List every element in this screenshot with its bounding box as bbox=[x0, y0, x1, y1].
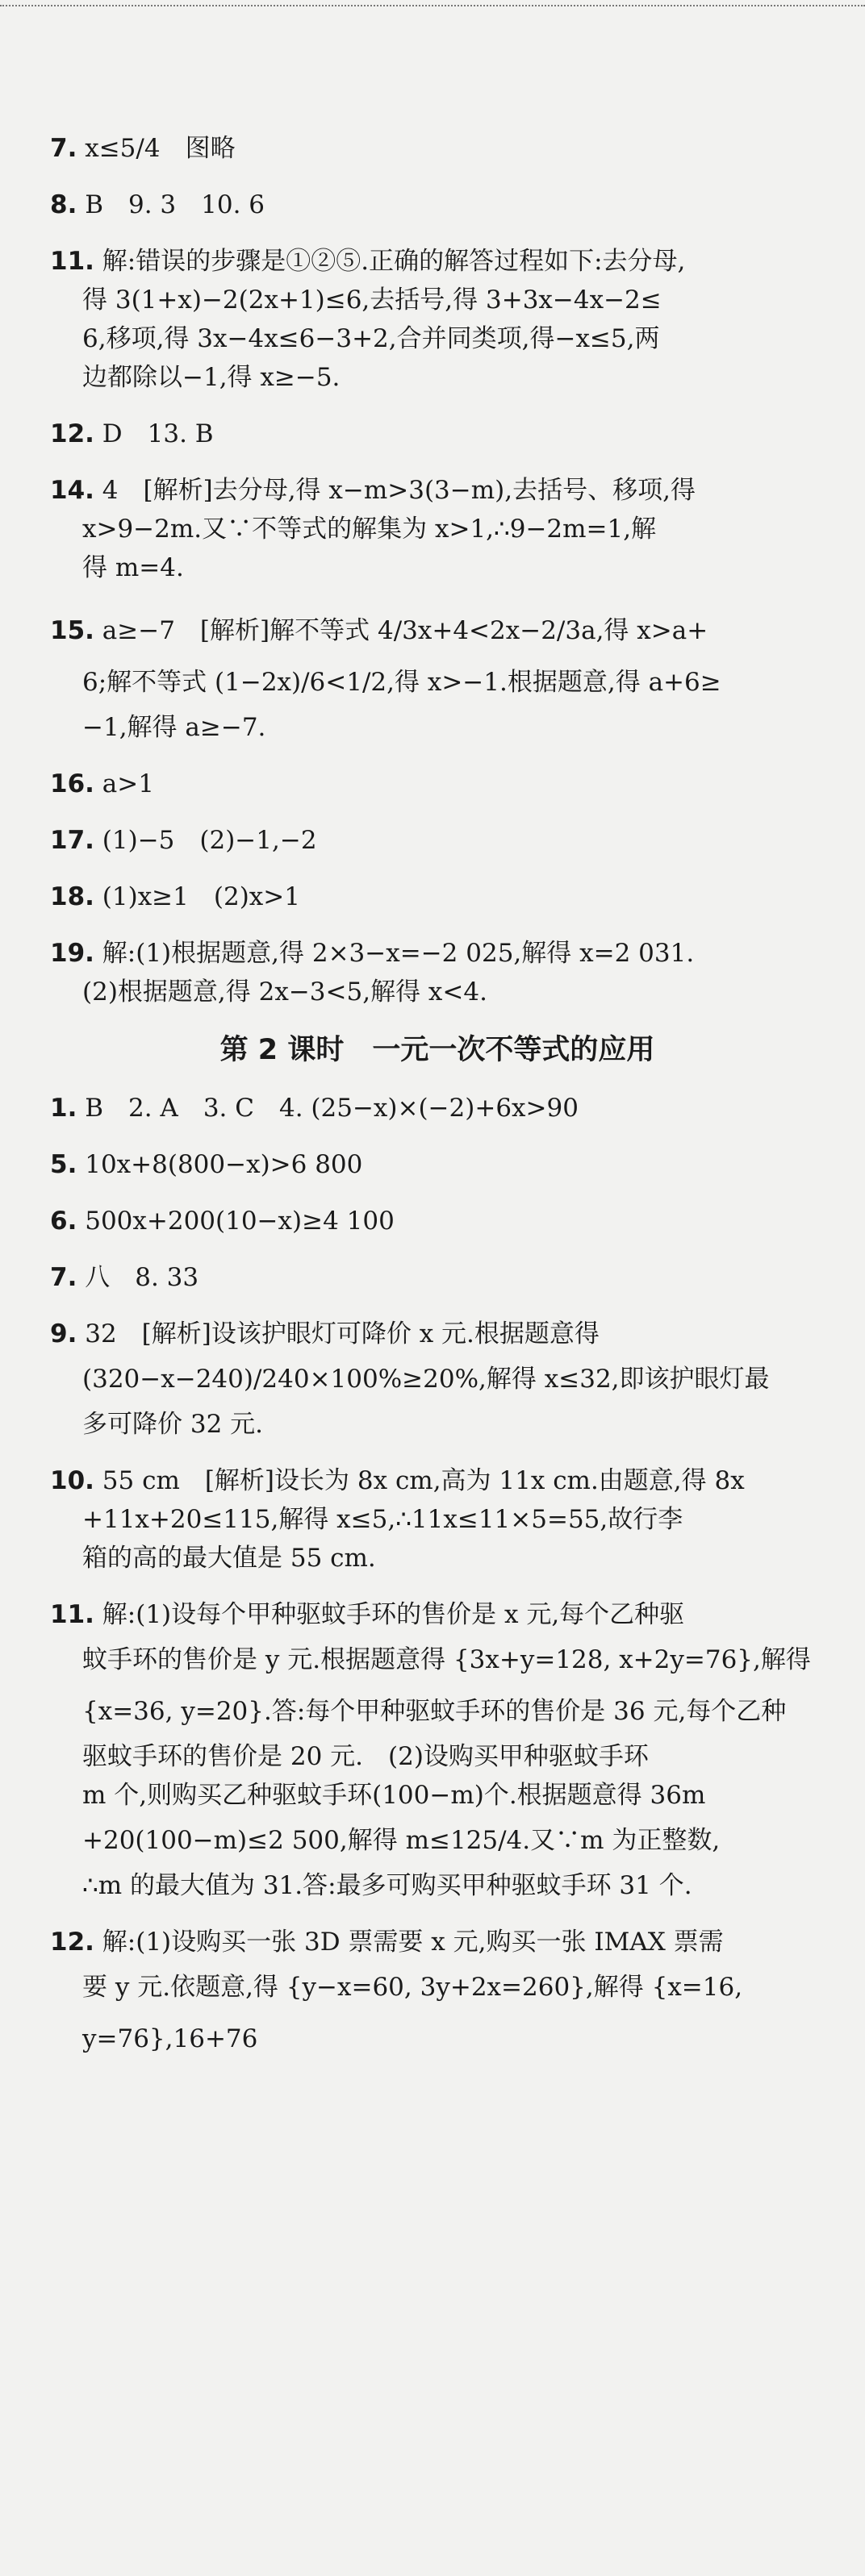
item-text: 要 y 元.依题意,得 {y−x=60, 3y+2x=260},解得 {x=16, y=76},16+76 bbox=[82, 1973, 743, 2053]
item-text: a≥−7 [解析]解不等式 4/3x+4<2x−2/3a,得 x>a+ bbox=[102, 616, 708, 645]
item-text: 箱的高的最大值是 55 cm. bbox=[82, 1544, 376, 1573]
item-text: (1)−5 (2)−1,−2 bbox=[102, 826, 317, 855]
item-text: {x=36, y=20}.答:每个甲种驱蚊手环的售价是 36 元,每个乙种 bbox=[82, 1697, 787, 1726]
answer-item bbox=[50, 129, 825, 168]
item-text: D 13. B bbox=[102, 419, 214, 448]
item-text: x>9−2m.又∵不等式的解集为 x>1,∴9−2m=1,解 bbox=[82, 515, 657, 544]
item-number: 12. bbox=[50, 1928, 94, 1957]
answer-item bbox=[50, 1089, 825, 1128]
item-number: 11. bbox=[50, 247, 94, 276]
item-number: 7. bbox=[50, 134, 77, 163]
item-number: 1. bbox=[50, 1094, 77, 1123]
answer-item bbox=[50, 1145, 825, 1184]
answer-item bbox=[50, 1202, 825, 1240]
answer-item bbox=[50, 934, 825, 1011]
item-text: m 个,则购买乙种驱蚊手环(100−m)个.根据题意得 36m bbox=[82, 1781, 706, 1810]
item-number: 10. bbox=[50, 1466, 94, 1495]
item-text: (2)根据题意,得 2x−3<5,解得 x<4. bbox=[82, 977, 487, 1007]
item-text: (320−x−240)/240×100%≥20%,解得 x≤32,即该护眼灯最 bbox=[82, 1365, 770, 1394]
item-text: 得 3(1+x)−2(2x+1)≤6,去括号,得 3+3x−4x−2≤ bbox=[82, 286, 662, 315]
item-text: 4 [解析]去分母,得 x−m>3(3−m),去括号、移项,得 bbox=[102, 476, 696, 505]
item-text: 八 8. 33 bbox=[85, 1263, 199, 1292]
item-text: 500x+200(10−x)≥4 100 bbox=[85, 1207, 395, 1236]
item-number: 14. bbox=[50, 476, 94, 505]
answer-item bbox=[50, 1315, 825, 1444]
item-text: B 9. 3 10. 6 bbox=[85, 190, 265, 219]
item-text: 55 cm [解析]设长为 8x cm,高为 11x cm.由题意,得 8x bbox=[102, 1466, 745, 1495]
item-number: 6. bbox=[50, 1207, 77, 1236]
section-title: 第 2 课时 一元一次不等式的应用 bbox=[219, 1034, 655, 1066]
item-text: 32 [解析]设该护眼灯可降价 x 元.根据题意得 bbox=[85, 1319, 600, 1348]
answer-item bbox=[50, 821, 825, 860]
answer-item bbox=[50, 1595, 825, 1905]
item-text: (1)x≥1 (2)x>1 bbox=[102, 882, 300, 911]
answer-item bbox=[50, 765, 825, 803]
item-number: 8. bbox=[50, 190, 77, 219]
item-text: 多可降价 32 元. bbox=[82, 1410, 264, 1439]
answer-item bbox=[50, 1258, 825, 1297]
answer-list bbox=[50, 129, 825, 2083]
item-text: +11x+20≤115,解得 x≤5,∴11x≤11×5=55,故行李 bbox=[82, 1505, 683, 1534]
item-text: ∴m 的最大值为 31.答:最多可购买甲种驱蚊手环 31 个. bbox=[82, 1871, 692, 1900]
item-text: 蚊手环的售价是 y 元.根据题意得 {3x+y=128, x+2y=76},解得 bbox=[82, 1645, 811, 1674]
item-text: 6,移项,得 3x−4x≤6−3+2,合并同类项,得−x≤5,两 bbox=[82, 324, 660, 353]
item-text: x≤5/4 图略 bbox=[85, 134, 236, 163]
item-text: 解:(1)设每个甲种驱蚊手环的售价是 x 元,每个乙种驱 bbox=[102, 1600, 685, 1629]
answer-item bbox=[50, 1923, 825, 2065]
item-text: 6;解不等式 (1−2x)/6<1/2,得 x>−1.根据题意,得 a+6≥ bbox=[82, 668, 721, 697]
item-number: 18. bbox=[50, 882, 94, 911]
item-text: 解:(1)设购买一张 3D 票需要 x 元,购买一张 IMAX 票需 bbox=[102, 1928, 724, 1957]
item-number: 12. bbox=[50, 419, 94, 448]
answer-item bbox=[50, 1461, 825, 1578]
answer-item bbox=[50, 605, 825, 747]
item-number: 7. bbox=[50, 1263, 77, 1292]
answer-item bbox=[50, 242, 825, 397]
item-text: 10x+8(800−x)>6 800 bbox=[85, 1150, 363, 1179]
item-text: a>1 bbox=[102, 769, 154, 798]
answer-item bbox=[50, 877, 825, 916]
item-text: 解:(1)根据题意,得 2×3−x=−2 025,解得 x=2 031. bbox=[102, 939, 695, 968]
item-number: 16. bbox=[50, 769, 94, 798]
top-dotted-rule bbox=[0, 5, 865, 6]
item-number: 11. bbox=[50, 1600, 94, 1629]
item-text: −1,解得 a≥−7. bbox=[82, 713, 266, 742]
answer-item bbox=[50, 415, 825, 453]
item-text: B 2. A 3. C 4. (25−x)×(−2)+6x>90 bbox=[85, 1094, 579, 1123]
item-number: 5. bbox=[50, 1150, 77, 1179]
item-text: +20(100−m)≤2 500,解得 m≤125/4.又∵m 为正整数, bbox=[82, 1826, 721, 1855]
item-number: 17. bbox=[50, 826, 94, 855]
answer-item bbox=[50, 185, 825, 224]
item-text: 边都除以−1,得 x≥−5. bbox=[82, 363, 341, 392]
answer-item bbox=[50, 471, 825, 587]
item-text: 解:错误的步骤是①②⑤.正确的解答过程如下:去分母, bbox=[102, 247, 686, 276]
item-text: 驱蚊手环的售价是 20 元. (2)设购买甲种驱蚊手环 bbox=[82, 1742, 649, 1771]
item-number: 15. bbox=[50, 616, 94, 645]
item-number: 19. bbox=[50, 939, 94, 968]
item-text: 得 m=4. bbox=[82, 553, 184, 582]
item-number: 9. bbox=[50, 1319, 77, 1348]
